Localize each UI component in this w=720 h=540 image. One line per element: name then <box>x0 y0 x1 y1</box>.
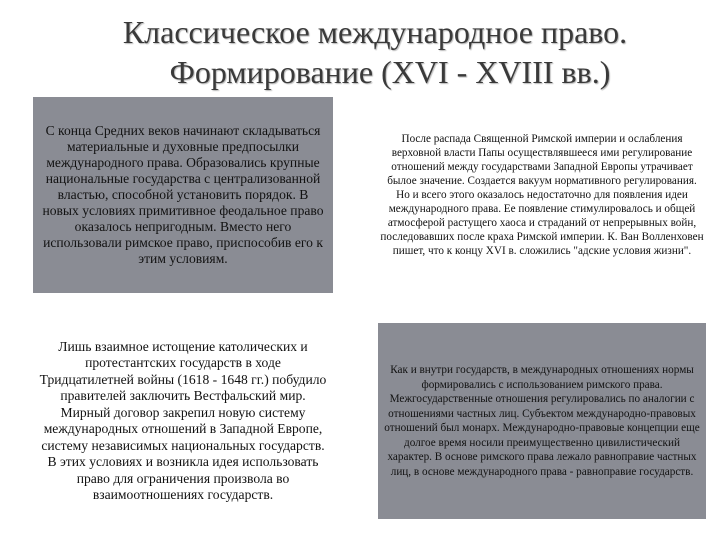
text-block-top-right <box>378 97 706 293</box>
text-block-bottom-right-text: Как и внутри государств, в международных отношениях нормы формировались с использованием римского права. Межгосударственные отношения регулировались по аналогии с отношениями частных лиц. Субъектом международно-правовых отношений был монарх. Международно-правовые концепции еще долгое время носили преимущественно цивилистический характер. В основе римского права лежало равноправие частных лиц, в основе международного права - равноправие государств. <box>384 364 700 478</box>
text-block-bottom-left-text: Лишь взаимное истощение католических и протестантских государств в ходе Тридцатилетней войны (1618 - 1648 гг.) побудило правителей заключить Вестфальский мир. Мирный договор закрепил новую систему международных отношений в Западной Европе, систему независимых национальных государств. В этих условиях и возникла идея использовать право для ограничения произвола во взаимоотношениях государств. <box>39 338 327 502</box>
text-block-bottom-left <box>33 323 333 519</box>
text-block-bottom-right <box>378 323 706 519</box>
text-block-top-left <box>33 97 333 293</box>
text-block-top-right-text: После распада Священной Римской империи и ослабления верховной власти Папы осуществлявшееся ими регулирование отношений между государствами Западной Европы утрачивает былое значение. Создается вакуум нормативного регулирования. Но и всего этого оказалось недостаточно для появления идеи международного права. Ее появление стимулировалось и общей атмосферой растущего хаоса и страданий от непрерывных войн, последовавших после краха Римской империи. К. Ван Волленховен пишет, что к концу XVI в. сложились "адские условия жизни". <box>380 133 704 257</box>
text-block-top-left-text: С конца Средних веков начинают складываться материальные и духовные предпосылки международного права. Образовались крупные национальные государства с централизованной властью, способной установить порядок. В новых условиях примитивное феодальное право оказалось непригодным. Вместо него использовали римское право, приспособив его к этим условиям. <box>42 123 324 266</box>
slide-title <box>0 12 720 92</box>
title-line-2: Формирование (XVI - XVIII вв.) <box>169 54 611 90</box>
title-line-1: Классическое международное право. <box>122 14 628 50</box>
